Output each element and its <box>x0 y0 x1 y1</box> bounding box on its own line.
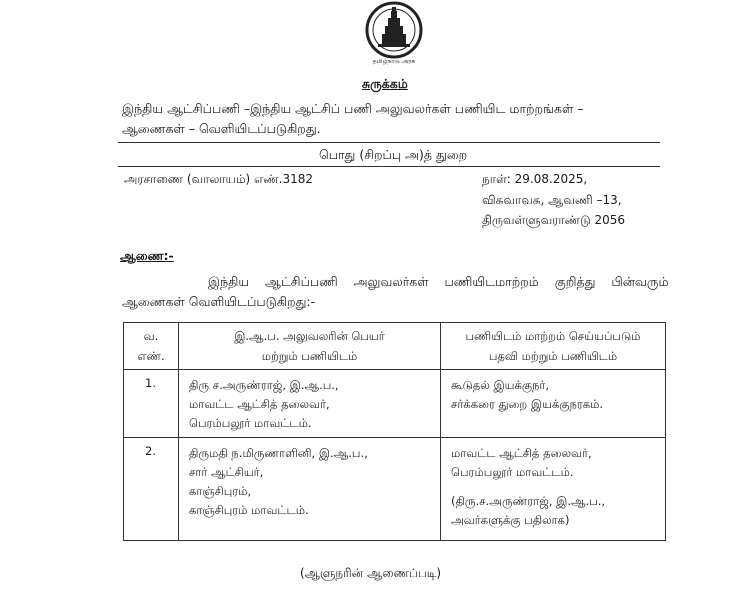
tamil-date: விசுவாவசு, ஆவணி –13, <box>482 193 622 207</box>
header-serial: வ. எண். <box>124 323 179 370</box>
header-officer: இ.ஆ.ப. அலுவலரின் பெயர் மற்றும் பணியிடம் <box>179 323 441 370</box>
order-date: நாள்: 29.08.2025, <box>482 172 588 186</box>
intro-line-1: இந்திய ஆட்சிப்பணி அலுவலர்கள் பணியிடமாற்றம் குறித்து பின்வரும் <box>208 274 669 289</box>
table-row <box>124 438 666 541</box>
order-number: அரசாணை (வாலாயம்) எண்.3182 <box>124 172 313 186</box>
divider-top <box>118 142 660 143</box>
row-serial: 1. <box>124 370 179 438</box>
row-note: அவர்களுக்கு பதிலாக) <box>451 513 570 527</box>
table-header-row <box>124 323 666 370</box>
table-row <box>124 370 666 438</box>
subject-line-2: ஆணைகள் – வெளியிடப்படுகிறது. <box>122 121 321 136</box>
thiruvalluvar-year: திருவள்ளுவராண்டு 2056 <box>482 213 626 227</box>
subject-line-1: இந்திய ஆட்சிப்பணி –இந்திய ஆட்சிப் பணி அலுவலர்கள் பணியிட மாற்றங்கள் – <box>122 101 584 116</box>
row-note: (திரு.ச.அருண்ராஜ், இ.ஆ.ப., <box>451 494 606 508</box>
header-new-post: பணியிடம் மாற்றம் செய்யப்படும் பதவி மற்றும் பணியிடம் <box>441 323 666 370</box>
department-name: பொது (சிறப்பு அ)த் துறை <box>319 147 468 162</box>
transfer-table <box>123 322 666 541</box>
intro-line-2: ஆணைகள் வெளியிடப்படுகிறது:- <box>122 294 316 309</box>
tamil-nadu-emblem-icon <box>358 0 430 66</box>
divider-bottom <box>118 166 660 167</box>
order-heading: ஆணை:- <box>120 248 174 263</box>
summary-heading: சுருக்கம் <box>362 76 408 91</box>
row-new-post: கூடுதல் இயக்குநர், சர்க்கரை துறை இயக்குநரகம். <box>441 370 666 438</box>
row-officer: திருமதி ந.மிருணாளினி, இ.ஆ.ப., சார் ஆட்சியர், காஞ்சிபுரம், காஞ்சிபுரம் மாவட்டம். <box>179 438 441 541</box>
row-serial: 2. <box>124 438 179 541</box>
row-new-post: மாவட்ட ஆட்சித் தலைவர், பெரம்பலூர் மாவட்டம். (திரு.ச.அருண்ராஜ், இ.ஆ.ப., அவர்களுக்கு பதிலாக) <box>441 438 666 541</box>
emblem-caption: தமிழ்நாடு அரசு <box>372 58 416 65</box>
row-officer: திரு ச.அருண்ராஜ், இ.ஆ.ப., மாவட்ட ஆட்சித் தலைவர், பெரம்பலூர் மாவட்டம். <box>179 370 441 438</box>
footer-governor-order: (ஆளுநரின் ஆணைப்படி) <box>300 566 442 580</box>
